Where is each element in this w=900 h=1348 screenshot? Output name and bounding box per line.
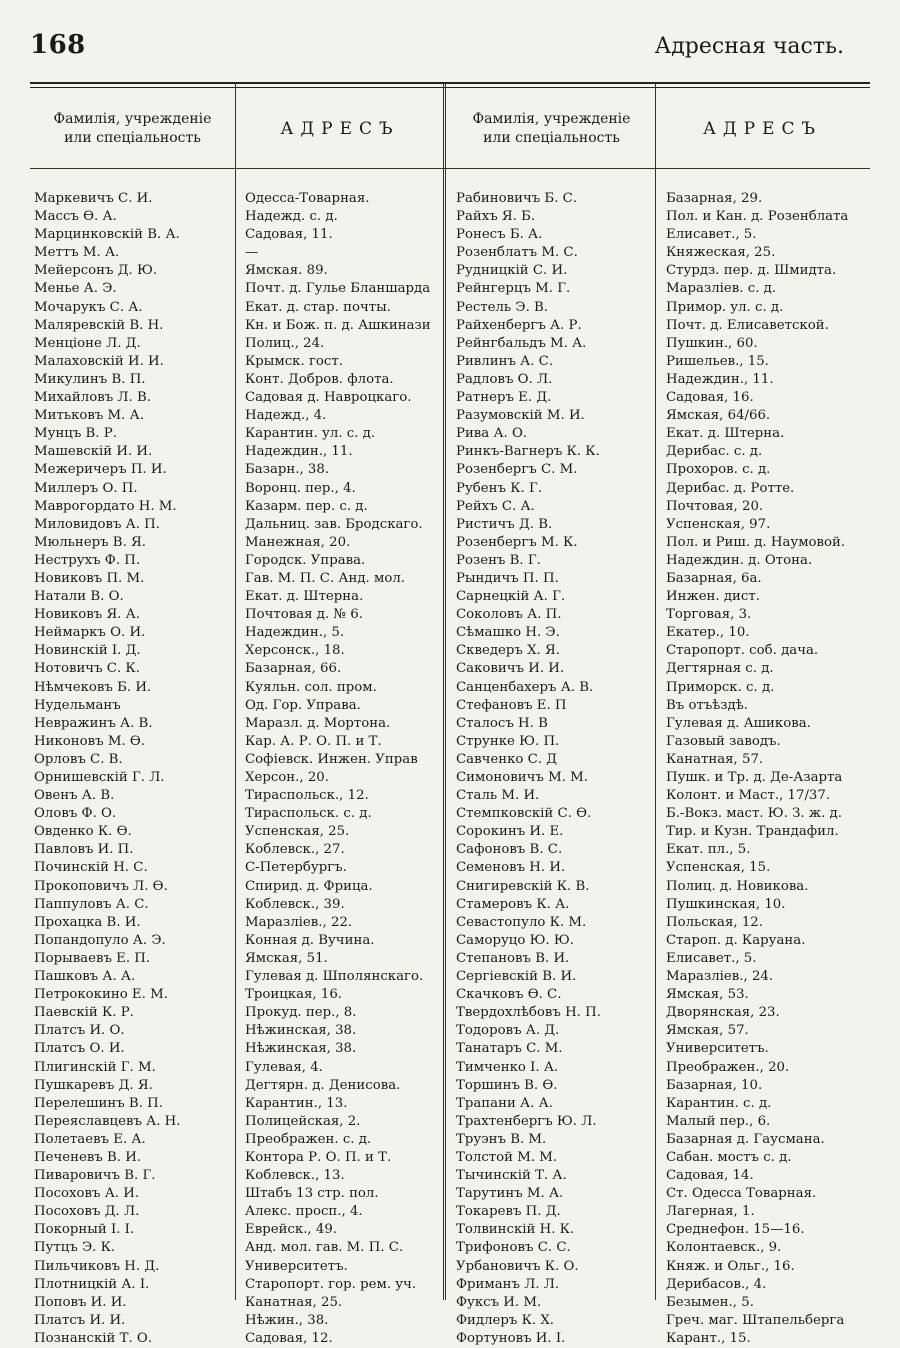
entry-address: Канатная, 25. — [245, 1294, 343, 1310]
entry-address: Куяльн. сол. пром. — [245, 679, 377, 695]
entry-name: Рабиновичъ Б. С. — [456, 191, 578, 206]
entry-address: Еврейск., 49. — [245, 1222, 338, 1238]
entry-name: Труэнъ В. М. — [456, 1131, 547, 1147]
entry-name: Тодоровъ А. Д. — [456, 1023, 560, 1039]
entry-name: Миловидовъ А. П. — [34, 516, 160, 532]
entry-address: Базарная, 10. — [666, 1077, 763, 1093]
entry-address: Базарная, 29. — [666, 191, 763, 206]
header-name-left: Фамилія, учрежденіе или спеціальность — [53, 111, 212, 146]
entry-address: Приморск. с. д. — [666, 679, 775, 695]
entry-address: Базарная, 66. — [245, 661, 342, 677]
entry-address: Безымен., 5. — [666, 1294, 754, 1310]
entry-name: Починскій Н. С. — [34, 860, 148, 876]
entry-address: Дегтярная с. д. — [666, 661, 774, 677]
entry-address: Садовая, 12. — [245, 1330, 333, 1346]
entry-address: Успенская, 15. — [666, 860, 771, 876]
entry-name: Рудницкій С. И. — [456, 263, 568, 279]
entry-address: Газовый заводъ. — [666, 733, 781, 749]
entry-address: Пушкин., 60. — [666, 335, 758, 351]
entry-address: Кар. А. Р. О. П. и Т. — [245, 733, 382, 749]
entry-address: Надеждин., 11. — [245, 444, 353, 460]
entry-address: Карантин. с. д. — [666, 1095, 772, 1111]
entry-address: Гулевая, 4. — [245, 1059, 323, 1075]
header-rule — [30, 168, 870, 169]
entry-address: Херсон., 20. — [245, 770, 329, 785]
entry-name: Фидлеръ К. Х. — [456, 1312, 555, 1328]
entry-name: Стемпковскій С. Ѳ. — [456, 806, 592, 822]
entry-address: Почтовая д. № 6. — [245, 607, 363, 623]
entry-name: Твердохлѣбовъ Н. П. — [456, 1005, 601, 1021]
entry-name: Тимченко І. А. — [456, 1059, 559, 1075]
entry-name: Плигинскій Г. М. — [34, 1059, 156, 1075]
entry-name: Неструхъ Ф. П. — [34, 552, 141, 568]
entry-address: Княж. и Ольг., 16. — [666, 1258, 795, 1274]
entry-name: Нотовичъ С. К. — [34, 661, 140, 677]
entry-address: Дегтярн. д. Денисова. — [245, 1077, 401, 1093]
entry-address: Дворянская, 23. — [666, 1005, 780, 1021]
entry-name: Маврогордато Н. М. — [34, 498, 177, 514]
entry-address: Старопорт. соб. дача. — [666, 643, 819, 659]
entry-address: Надежд., 4. — [245, 408, 327, 424]
entry-address: Княжеская, 25. — [666, 245, 776, 261]
entry-name: Прохацка В. И. — [34, 914, 141, 930]
entry-address: Городск. Управа. — [245, 552, 366, 568]
entry-address: Преображен., 20. — [666, 1059, 790, 1075]
entry-address: Прохоров. с. д. — [666, 462, 771, 478]
entry-name: Михайловъ Л. В. — [34, 390, 151, 406]
entry-address: Нѣжинская, 38. — [245, 1023, 357, 1039]
entry-name: Севастопуло К. М. — [456, 914, 587, 930]
entry-name: Новиковъ Я. А. — [34, 607, 140, 623]
entry-name: Урбановичъ К. О. — [456, 1258, 579, 1274]
entry-name: Порываевъ Е. П. — [34, 950, 151, 966]
entry-name: Розенбергъ М. К. — [456, 534, 578, 550]
entry-name: Тарутинъ М. А. — [456, 1186, 564, 1202]
header-address-right: АДРЕСЪ — [702, 118, 823, 139]
entry-name: Сталь М. И. — [456, 788, 540, 804]
entry-address: Елисавет., 5. — [666, 227, 757, 243]
entry-address: Воронц. пер., 4. — [245, 480, 356, 496]
entry-address: Нѣжинская, 38. — [245, 1041, 357, 1057]
entry-name: Танатаръ С. М. — [456, 1041, 563, 1057]
entry-address: Дерибасов., 4. — [666, 1276, 767, 1292]
entry-address: Крымск. гост. — [245, 353, 343, 369]
entry-name: Марцинковскій В. А. — [34, 227, 180, 243]
entry-name: Торшинъ В. Ѳ. — [456, 1077, 558, 1093]
entry-address: Ямская, 64/66. — [666, 408, 771, 424]
entry-address: Среднефон. 15—16. — [666, 1222, 805, 1238]
entry-name: Рейнгерцъ М. Г. — [456, 281, 571, 297]
entry-name: Новинскій І. Д. — [34, 643, 141, 659]
entry-name: Трапани А. А. — [456, 1095, 553, 1111]
entry-name: Сѣмашко Н. Э. — [456, 625, 560, 641]
entry-name: Скведеръ Х. Я. — [456, 643, 560, 659]
entry-address: Сабан. мостъ с. д. — [666, 1149, 792, 1165]
entry-name: Нудельманъ — [34, 697, 121, 713]
entry-address: Надеждин. д. Отона. — [666, 552, 813, 568]
entry-name: Сарнецкій А. Г. — [456, 589, 566, 605]
entry-name: Пашковъ А. А. — [34, 969, 136, 985]
entry-name: Розенблатъ М. С. — [456, 245, 578, 261]
entry-address: Надеждин., 5. — [245, 625, 345, 641]
entry-address: Почтовая, 20. — [666, 498, 764, 514]
entry-name: Стамеровъ К. А. — [456, 896, 570, 912]
entry-address: Коблевск., 13. — [245, 1168, 345, 1184]
entry-address: Польская, 12. — [666, 914, 763, 930]
entry-address: Карантин. ул. с. д. — [245, 426, 376, 442]
entry-name: Скачковъ Ѳ. С. — [456, 987, 562, 1003]
entry-address: Староп. д. Каруана. — [666, 932, 806, 948]
entry-name: Трифоновъ С. С. — [456, 1240, 571, 1256]
left-addresses-column — [245, 190, 443, 1348]
entry-name: Саковичъ И. И. — [456, 661, 565, 677]
entry-name: Тычинскій Т. А. — [456, 1168, 567, 1184]
entry-address: Въ отъѣздѣ. — [666, 697, 748, 713]
entry-name: Ронесъ Б. А. — [456, 227, 543, 243]
entry-address: Алекс. просп., 4. — [245, 1204, 363, 1220]
entry-name: Фриманъ Л. Л. — [456, 1276, 560, 1292]
entry-address: Канатная, 57. — [666, 751, 764, 767]
entry-address: Садовая, 16. — [666, 390, 754, 406]
left-names-column — [34, 190, 234, 1348]
top-rule — [30, 82, 870, 84]
entry-address: Университетъ. — [245, 1258, 348, 1274]
entry-name: Меттъ М. А. — [34, 245, 120, 261]
entry-address: Од. Гор. Управа. — [245, 697, 361, 713]
entry-address: Садовая д. Навроцкаго. — [245, 390, 412, 406]
entry-name: Снигиревскій К. В. — [456, 878, 590, 894]
entry-address: Ямская, 51. — [245, 950, 328, 966]
entry-name: Оловъ Ф. О. — [34, 806, 117, 822]
entry-name: Рубенъ К. Г. — [456, 480, 542, 496]
entry-address: Б.-Вокз. маст. Ю. З. ж. д. — [666, 806, 842, 822]
entry-name: Менье А. Э. — [34, 281, 117, 297]
entry-name: Розенъ В. Г. — [456, 552, 541, 568]
entry-name: Полетаевъ Е. А. — [34, 1131, 146, 1147]
header-name-right: Фамилія, учрежденіе или спеціальность — [472, 111, 631, 146]
entry-name: Маляревскій В. Н. — [34, 317, 164, 333]
entry-address: Коблевск., 27. — [245, 842, 345, 858]
entry-address: Колонт. и Маст., 17/37. — [666, 788, 831, 804]
entry-address: Гулевая д. Шполянскаго. — [245, 969, 424, 985]
entry-name: Павловъ И. П. — [34, 842, 134, 858]
entry-address: Полиц. д. Новикова. — [666, 878, 809, 894]
entry-address: Почт. д. Гулье Бланшарда — [245, 281, 431, 297]
entry-address: Спирид. д. Фрица. — [245, 878, 373, 894]
entry-address: Базарн., 38. — [245, 462, 330, 478]
entry-address: Примор. ул. с. д. — [666, 299, 784, 315]
section-title: Адресная часть. — [654, 34, 844, 59]
entry-address: Контора Р. О. П. и Т. — [245, 1149, 392, 1165]
entry-address: Екатер., 10. — [666, 625, 750, 641]
entry-name: Пушкаревъ Д. Я. — [34, 1077, 153, 1093]
entry-address: Екат. пл., 5. — [666, 842, 751, 858]
entry-address: Успенская, 25. — [245, 824, 350, 840]
entry-name: Ривлинъ А. С. — [456, 353, 554, 369]
entry-address: Маразліев., 24. — [666, 969, 774, 985]
entry-address: Университетъ. — [666, 1041, 769, 1057]
entry-name: Нѣмчековъ Б. И. — [34, 679, 152, 695]
entry-name: Рестель Э. В. — [456, 299, 549, 315]
entry-address: Тираспольск., 12. — [245, 788, 369, 804]
entry-name: Массъ Ѳ. А. — [34, 209, 117, 225]
entry-name: Прокоповичъ Л. Ѳ. — [34, 878, 168, 894]
entry-address: Херсонск., 18. — [245, 643, 345, 659]
top-rule-thin — [30, 87, 870, 88]
entry-name: Межеричеръ П. И. — [34, 462, 167, 478]
entry-name: Путцъ Э. К. — [34, 1240, 116, 1256]
table-header — [30, 90, 870, 170]
entry-address: Полицейская, 2. — [245, 1113, 361, 1129]
entry-name: Паевскій К. Р. — [34, 1005, 134, 1021]
entry-name: Никоновъ М. Ѳ. — [34, 733, 146, 749]
entry-address: Стурдз. пер. д. Шмидта. — [666, 263, 837, 279]
entry-name: Ристичъ Д. В. — [456, 516, 553, 532]
page-number: 168 — [30, 30, 86, 60]
entry-name: Райхъ Я. Б. — [456, 209, 536, 225]
entry-address: Колонтаевск., 9. — [666, 1240, 782, 1256]
entry-name: Рындичъ П. П. — [456, 570, 559, 586]
entry-name: Натали В. О. — [34, 589, 124, 605]
entry-name: Радловъ О. Л. — [456, 371, 553, 387]
entry-name: Рива А. О. — [456, 426, 528, 442]
entry-name: Микулинъ В. П. — [34, 371, 146, 387]
entry-address: Инжен. дист. — [666, 589, 760, 605]
entry-name: Толстой М. М. — [456, 1149, 558, 1165]
entry-address: Екат. д. Штерна. — [666, 426, 785, 442]
entry-address: Дерибас. д. Ротте. — [666, 480, 795, 496]
entry-name: Пиваровичъ В. Г. — [34, 1168, 156, 1184]
entry-name: Посоховъ А. И. — [34, 1186, 140, 1202]
entry-name: Овденко К. Ѳ. — [34, 824, 132, 840]
entry-name: Толвинскій Н. К. — [456, 1222, 575, 1238]
entry-name: Фуксъ И. М. — [456, 1294, 542, 1310]
entry-name: Орловъ С. В. — [34, 751, 123, 767]
entry-name: Рейнгбальдъ М. А. — [456, 335, 587, 351]
entry-address: Кн. и Бож. п. д. Ашкинази — [245, 317, 431, 333]
entry-address: — — [245, 245, 259, 261]
entry-name: Фортуновъ И. І. — [456, 1330, 566, 1346]
entry-address: Гулевая д. Ашикова. — [666, 715, 811, 731]
entry-address: Почт. д. Елисаветской. — [666, 317, 829, 333]
entry-address: Маразліев. с. д. — [666, 281, 777, 297]
entry-address: Полиц., 24. — [245, 335, 325, 351]
entry-name: Райхенбергъ А. Р. — [456, 317, 582, 333]
entry-name: Орнишевскій Г. Л. — [34, 770, 165, 785]
entry-address: Пол. и Риш. д. Наумовой. — [666, 534, 846, 550]
entry-name: Рейхъ С. А. — [456, 498, 535, 514]
entry-address: Тираспольск. с. д. — [245, 806, 372, 822]
entry-address: Лагерная, 1. — [666, 1204, 755, 1220]
entry-name: Паппуловъ А. С. — [34, 896, 149, 912]
entry-name: Струнке Ю. П. — [456, 733, 560, 749]
entry-address: Пол. и Кан. д. Розенблата — [666, 209, 849, 225]
right-names-column — [456, 190, 654, 1348]
entry-address: Пушк. и Тр. д. Де-Азарта — [666, 770, 843, 785]
entry-name: Невражинъ А. В. — [34, 715, 153, 731]
entry-name: Платсъ О. И. — [34, 1041, 125, 1057]
entry-name: Мюльнеръ В. Я. — [34, 534, 146, 550]
entry-address: Гав. М. П. С. Анд. мол. — [245, 570, 406, 586]
entry-address: Ямская, 53. — [666, 987, 749, 1003]
entry-name: Саморуцо Ю. Ю. — [456, 932, 574, 948]
entry-name: Печеневъ В. И. — [34, 1149, 142, 1165]
entry-name: Сорокинъ И. Е. — [456, 824, 564, 840]
entry-address: Штабъ 13 стр. пол. — [245, 1186, 379, 1202]
entry-name: Платсъ И. О. — [34, 1023, 125, 1039]
entry-name: Санценбахеръ А. В. — [456, 679, 594, 695]
entry-address: Дерибас. с. д. — [666, 444, 763, 460]
entry-address: Дальниц. зав. Бродскаго. — [245, 516, 423, 532]
entry-name: Разумовскій М. И. — [456, 408, 585, 424]
entry-name: Стефановъ Е. П — [456, 697, 567, 713]
entry-address: Торговая, 3. — [666, 607, 752, 623]
header-address-left: АДРЕСЪ — [280, 118, 400, 139]
entry-address: Базарная д. Гаусмана. — [666, 1131, 825, 1147]
entry-name: Плотницкій А. І. — [34, 1276, 150, 1292]
entry-address: Прокуд. пер., 8. — [245, 1005, 357, 1021]
entry-name: Переяславцевъ А. Н. — [34, 1113, 181, 1129]
entry-name: Токаревъ П. Д. — [456, 1204, 561, 1220]
entry-name: Мочарукъ С. А. — [34, 299, 143, 315]
directory-body — [30, 190, 870, 1346]
entry-address: Софіевск. Инжен. Управ — [245, 751, 418, 767]
entry-name: Симоновичъ М. М. — [456, 770, 588, 785]
entry-address: Малый пер., 6. — [666, 1113, 771, 1129]
entry-address: Конт. Добров. флота. — [245, 371, 394, 387]
entry-address: Базарная, 6а. — [666, 570, 762, 586]
entry-name: Покорный І. І. — [34, 1222, 135, 1238]
entry-name: Посоховъ Д. Л. — [34, 1204, 140, 1220]
entry-name: Трахтенбергъ Ю. Л. — [456, 1113, 597, 1129]
entry-name: Попандопуло А. Э. — [34, 932, 166, 948]
entry-name: Сафоновъ В. С. — [456, 842, 563, 858]
entry-name: Мейерсонъ Д. Ю. — [34, 263, 158, 279]
entry-address: Садовая, 14. — [666, 1168, 754, 1184]
entry-name: Мунцъ В. Р. — [34, 426, 117, 442]
entry-address: Коблевск., 39. — [245, 896, 345, 912]
entry-address: Троицкая, 16. — [245, 987, 343, 1003]
entry-name: Сталосъ Н. В — [456, 715, 548, 731]
entry-address: Надеждин., 11. — [666, 371, 774, 387]
entry-name: Семеновъ Н. И. — [456, 860, 566, 876]
entry-name: Машевскій И. И. — [34, 444, 153, 460]
entry-name: Овенъ А. В. — [34, 788, 115, 804]
entry-name: Неймаркъ О. И. — [34, 625, 146, 641]
entry-address: Ямская, 57. — [666, 1023, 749, 1039]
entry-address: Преображен. с. д. — [245, 1131, 372, 1147]
entry-address: Конная д. Вучина. — [245, 932, 375, 948]
entry-address: Одесса-Товарная. — [245, 191, 370, 206]
entry-address: Казарм. пер. с. д. — [245, 498, 368, 514]
entry-address: Ст. Одесса Товарная. — [666, 1186, 817, 1202]
entry-address: Екат. д. стар. почты. — [245, 299, 391, 315]
entry-name: Менціоне Л. Д. — [34, 335, 141, 351]
entry-name: Петрококино Е. М. — [34, 987, 168, 1003]
entry-address: Маразл. д. Мортона. — [245, 715, 391, 731]
entry-address: Греч. маг. Штапельберга — [666, 1312, 845, 1328]
entry-name: Сергіевскій В. И. — [456, 969, 577, 985]
entry-address: Тир. и Кузн. Трандафил. — [666, 824, 839, 840]
entry-address: Карант., 15. — [666, 1330, 751, 1346]
entry-address: Старопорт. гор. рем. уч. — [245, 1276, 417, 1292]
entry-name: Поповъ И. И. — [34, 1294, 127, 1310]
right-addresses-column — [666, 190, 870, 1348]
entry-name: Маркевичъ С. И. — [34, 191, 153, 206]
entry-name: Ратнеръ Е. Д. — [456, 390, 552, 406]
entry-address: Пушкинская, 10. — [666, 896, 786, 912]
entry-name: Малаховскій И. И. — [34, 353, 164, 369]
entry-address: Екат. д. Штерна. — [245, 589, 364, 605]
entry-address: Манежная, 20. — [245, 534, 351, 550]
entry-address: Маразліев., 22. — [245, 914, 353, 930]
entry-address: Ришельев., 15. — [666, 353, 769, 369]
entry-name: Платсъ И. И. — [34, 1312, 126, 1328]
entry-address: С-Петербургъ. — [245, 860, 347, 876]
entry-address: Анд. мол. гав. М. П. С. — [245, 1240, 404, 1256]
entry-address: Надежд. с. д. — [245, 209, 338, 225]
entry-name: Пильчиковъ Н. Д. — [34, 1258, 160, 1274]
entry-name: Соколовъ А. П. — [456, 607, 562, 623]
entry-address: Елисавет., 5. — [666, 950, 757, 966]
entry-name: Познанскій Т. О. — [34, 1330, 153, 1346]
entry-address: Успенская, 97. — [666, 516, 771, 532]
entry-name: Розенбергъ С. М. — [456, 462, 578, 478]
entry-name: Ринкъ-Вагнеръ К. К. — [456, 444, 600, 460]
entry-address: Нѣжин., 38. — [245, 1312, 329, 1328]
entry-name: Степановъ В. И. — [456, 950, 570, 966]
entry-address: Садовая, 11. — [245, 227, 333, 243]
entry-address: Ямская. 89. — [245, 263, 328, 279]
entry-name: Перелешинъ В. П. — [34, 1095, 163, 1111]
entry-name: Савченко С. Д — [456, 751, 558, 767]
entry-name: Новиковъ П. М. — [34, 570, 145, 586]
entry-address: Карантин., 13. — [245, 1095, 348, 1111]
entry-name: Митьковъ М. А. — [34, 408, 144, 424]
entry-name: Миллеръ О. П. — [34, 480, 138, 496]
